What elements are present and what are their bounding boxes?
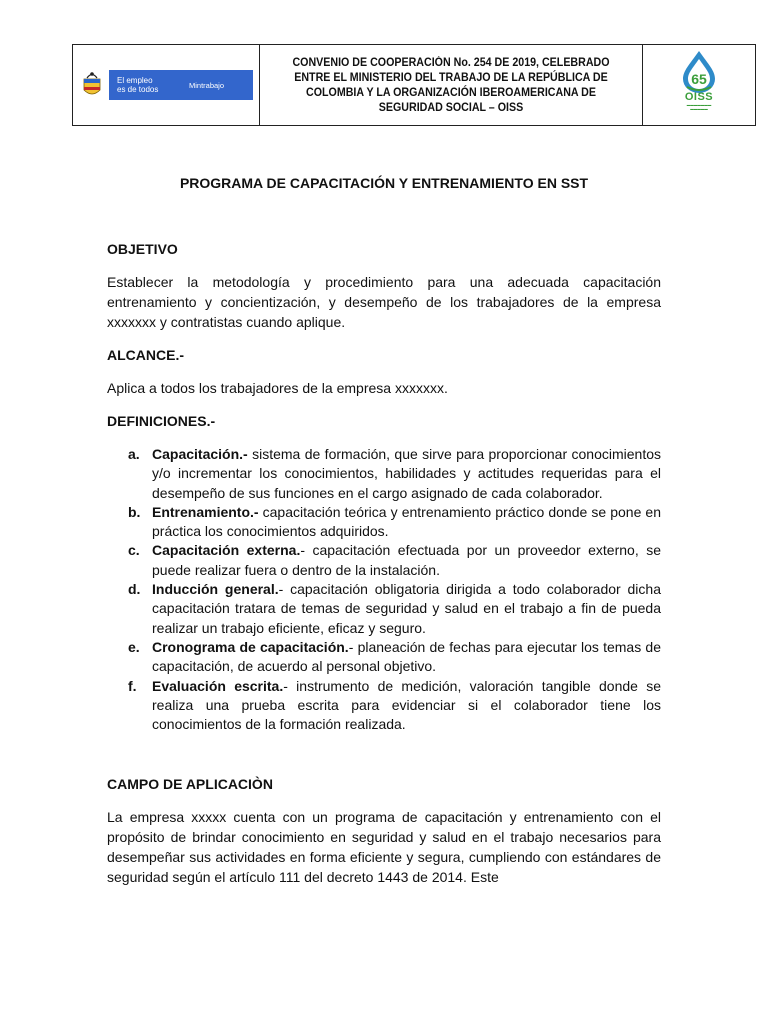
- convenio-line: COLOMBIA Y LA ORGANIZACIÓN IBEROAMERICANA DE: [306, 86, 596, 99]
- oiss-logo: [669, 49, 729, 121]
- oiss-wordmark: OISS: [684, 91, 714, 103]
- definition-letter: a.: [128, 446, 140, 462]
- definition-letter: d.: [128, 581, 141, 598]
- campo-heading: CAMPO DE APLICACIÒN: [107, 776, 273, 793]
- convenio-line: ENTRE EL MINISTERIO DEL TRABAJO DE LA REPÚBLICA DE: [294, 71, 608, 84]
- convenio-cell: [260, 45, 643, 125]
- document-title: PROGRAMA DE CAPACITACIÓN Y ENTRENAMIENTO EN SST: [179, 175, 589, 191]
- oiss-subtext-decoration: ▬▬▬▬▬▬▬ ▬▬▬▬▬: [686, 103, 712, 111]
- definition-text: - planeación de fechas para ejecutar los temas de capacitación, de acuerdo al personal objetivo.: [152, 638, 661, 675]
- oiss-logo-cell: [643, 45, 755, 125]
- definition-term: Evaluación escrita.: [152, 677, 284, 694]
- definition-text: sistema de formación, que sirve para proporcionar conocimientos y/o incrementar los conocimientos, habilidades y actitudes requeridas para el desempeño de sus funciones en el cargo asignado de cada colaborador.: [152, 446, 661, 501]
- definition-item: [107, 445, 661, 503]
- definition-text: - capacitación obligatoria dirigida a todo colaborador dicha capacitación tratara de temas de seguridad y salud en el trabajo a fin de pueda realizar un trabajo eficiente, eficaz y seguro.: [152, 581, 661, 636]
- definition-term: Cronograma de capacitación.: [152, 638, 349, 655]
- alcance-text: Aplica a todos los trabajadores de la empresa xxxxxxx.: [107, 380, 448, 396]
- campo-text: La empresa xxxxx cuenta con un programa de capacitación y entrenamiento con el propósito de brindar conocimiento en seguridad y salud en el trabajo necesarios para desempeñar sus actividades en forma eficiente y segura, cumpliendo con estándares de seguridad según el artículo 111 del decreto 1443 de 2014. Este: [107, 809, 661, 886]
- header-table: [72, 44, 756, 126]
- definition-text: - instrumento de medición, valoración tangible donde se realiza una prueba escrita para evidenciar si el colaborador tiene los conocimientos de la formación realizada.: [152, 677, 661, 733]
- colombia-shield-icon: [79, 68, 105, 102]
- convenio-line: CONVENIO DE COOPERACIÓN No. 254 DE 2019, CELEBRADO: [292, 56, 610, 69]
- definition-letter: c.: [128, 542, 140, 559]
- definition-term: Capacitación.-: [152, 446, 248, 462]
- gov-logo: [79, 68, 253, 102]
- oiss-drop-icon: [679, 49, 719, 93]
- definition-letter: f.: [128, 677, 137, 694]
- alcance-heading: ALCANCE.-: [107, 347, 184, 363]
- definition-item: [107, 503, 661, 542]
- objetivo-text: Establecer la metodología y procedimiento para una adecuada capacitación entrenamiento y concientización, y desempeño de los trabajadores de la empresa xxxxxxx y contratistas cuando aplique.: [107, 274, 661, 330]
- gov-banner: [109, 70, 253, 100]
- objetivo-heading: OBJETIVO: [107, 241, 178, 257]
- convenio-line: SEGURIDAD SOCIAL – OISS: [378, 101, 524, 114]
- definitions-list: [107, 445, 661, 734]
- svg-text:65: 65: [691, 71, 707, 87]
- gov-slogan: El empleo es de todos: [117, 76, 159, 94]
- definition-letter: b.: [128, 503, 141, 520]
- definition-item: [107, 580, 661, 638]
- definition-term: Entrenamiento.-: [152, 503, 259, 520]
- ministry-label: Mintrabajo: [189, 80, 225, 90]
- header-logo-cell: [73, 45, 260, 125]
- definition-term: Capacitación externa.: [152, 542, 301, 559]
- definition-item: [107, 541, 661, 580]
- convenio-text: [281, 55, 621, 115]
- definition-term: Inducción general.: [152, 581, 279, 598]
- document-body: [107, 172, 661, 887]
- definition-letter: e.: [128, 638, 140, 655]
- definiciones-heading: DEFINICIONES.-: [107, 413, 216, 429]
- definition-item: [107, 677, 661, 735]
- definition-item: [107, 638, 661, 677]
- definition-text: - capacitación efectuada por un proveedor externo, se puede realizar fuera o dentro de la instalación.: [152, 542, 661, 578]
- definition-text: capacitación teórica y entrenamiento práctico donde se pone en práctica los conocimientos adquiridos.: [152, 503, 661, 540]
